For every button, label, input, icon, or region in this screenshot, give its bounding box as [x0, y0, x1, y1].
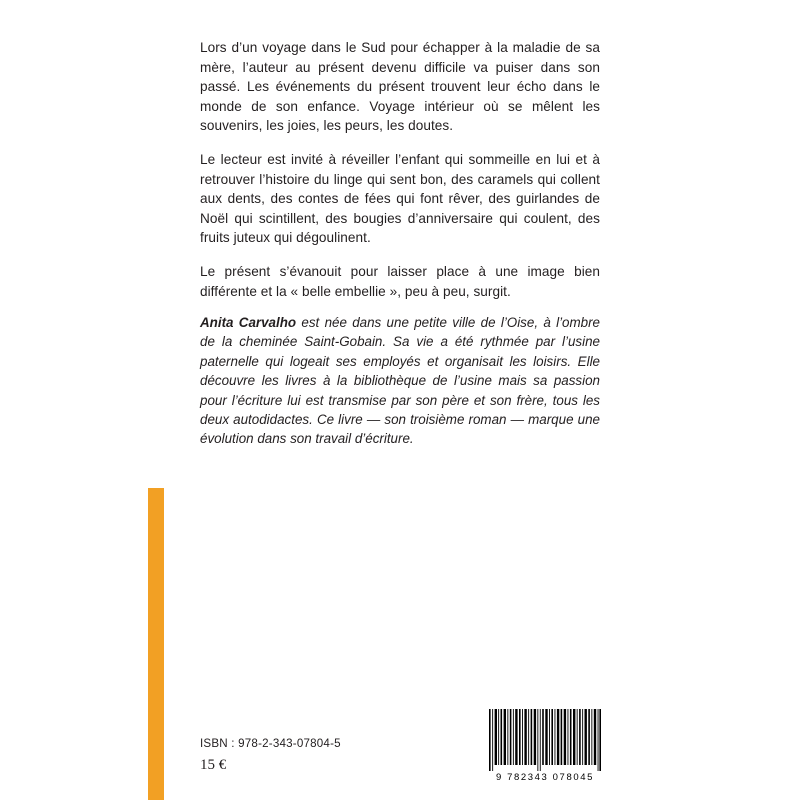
- blurb-text-block: [200, 38, 600, 301]
- barcode: [489, 709, 601, 791]
- isbn-label: ISBN : 978-2-343-07804-5: [200, 737, 341, 750]
- blurb-paragraph-1: Lors d’un voyage dans le Sud pour échapper à la maladie de sa mère, l’auteur au présent devenu difficile va puiser dans son passé. Les événements du présent trouvent leur écho dans le monde de son enfance. Voyage intérieur où se mêlent les souvenirs, les joies, les peurs, les doutes.: [200, 40, 600, 134]
- blurb-paragraph-2: Le lecteur est invité à réveiller l’enfant qui sommeille en lui et à retrouver l’histoire du linge qui sent bon, des caramels qui collent aux dents, des contes de fées qui font rêver, des guirlandes de Noël qui scintillent, des bougies d’anniversaire qui coulent, des fruits juteux qui dégoulinent.: [200, 151, 600, 246]
- barcode-bars-icon: [489, 709, 601, 771]
- author-name: Anita Carvalho: [200, 315, 297, 330]
- blurb-paragraph-3: Le présent s’évanouit pour laisser place à une image bien différente et la « belle embellie », peu à peu, surgit.: [200, 263, 600, 299]
- orange-spine-bar: [148, 488, 164, 800]
- price-label: 15 €: [200, 757, 227, 773]
- author-bio-block: [200, 313, 600, 449]
- author-bio-text: est née dans une petite ville de l’Oise, à l’ombre de la cheminée Saint-Gobain. Sa vie a été rythmée par l’usine paternelle qui logeait ses employés et organisait les loisirs. Elle découvre les livres à la bibliothèque de l’usine mais sa passion pour l’écriture lui est transmise par son père et son frère, tous les deux autodidactes. Ce livre — son troisième roman — marque une évolution dans son travail d’écriture.: [200, 315, 601, 447]
- barcode-digits: 9 782343 078045: [496, 772, 594, 783]
